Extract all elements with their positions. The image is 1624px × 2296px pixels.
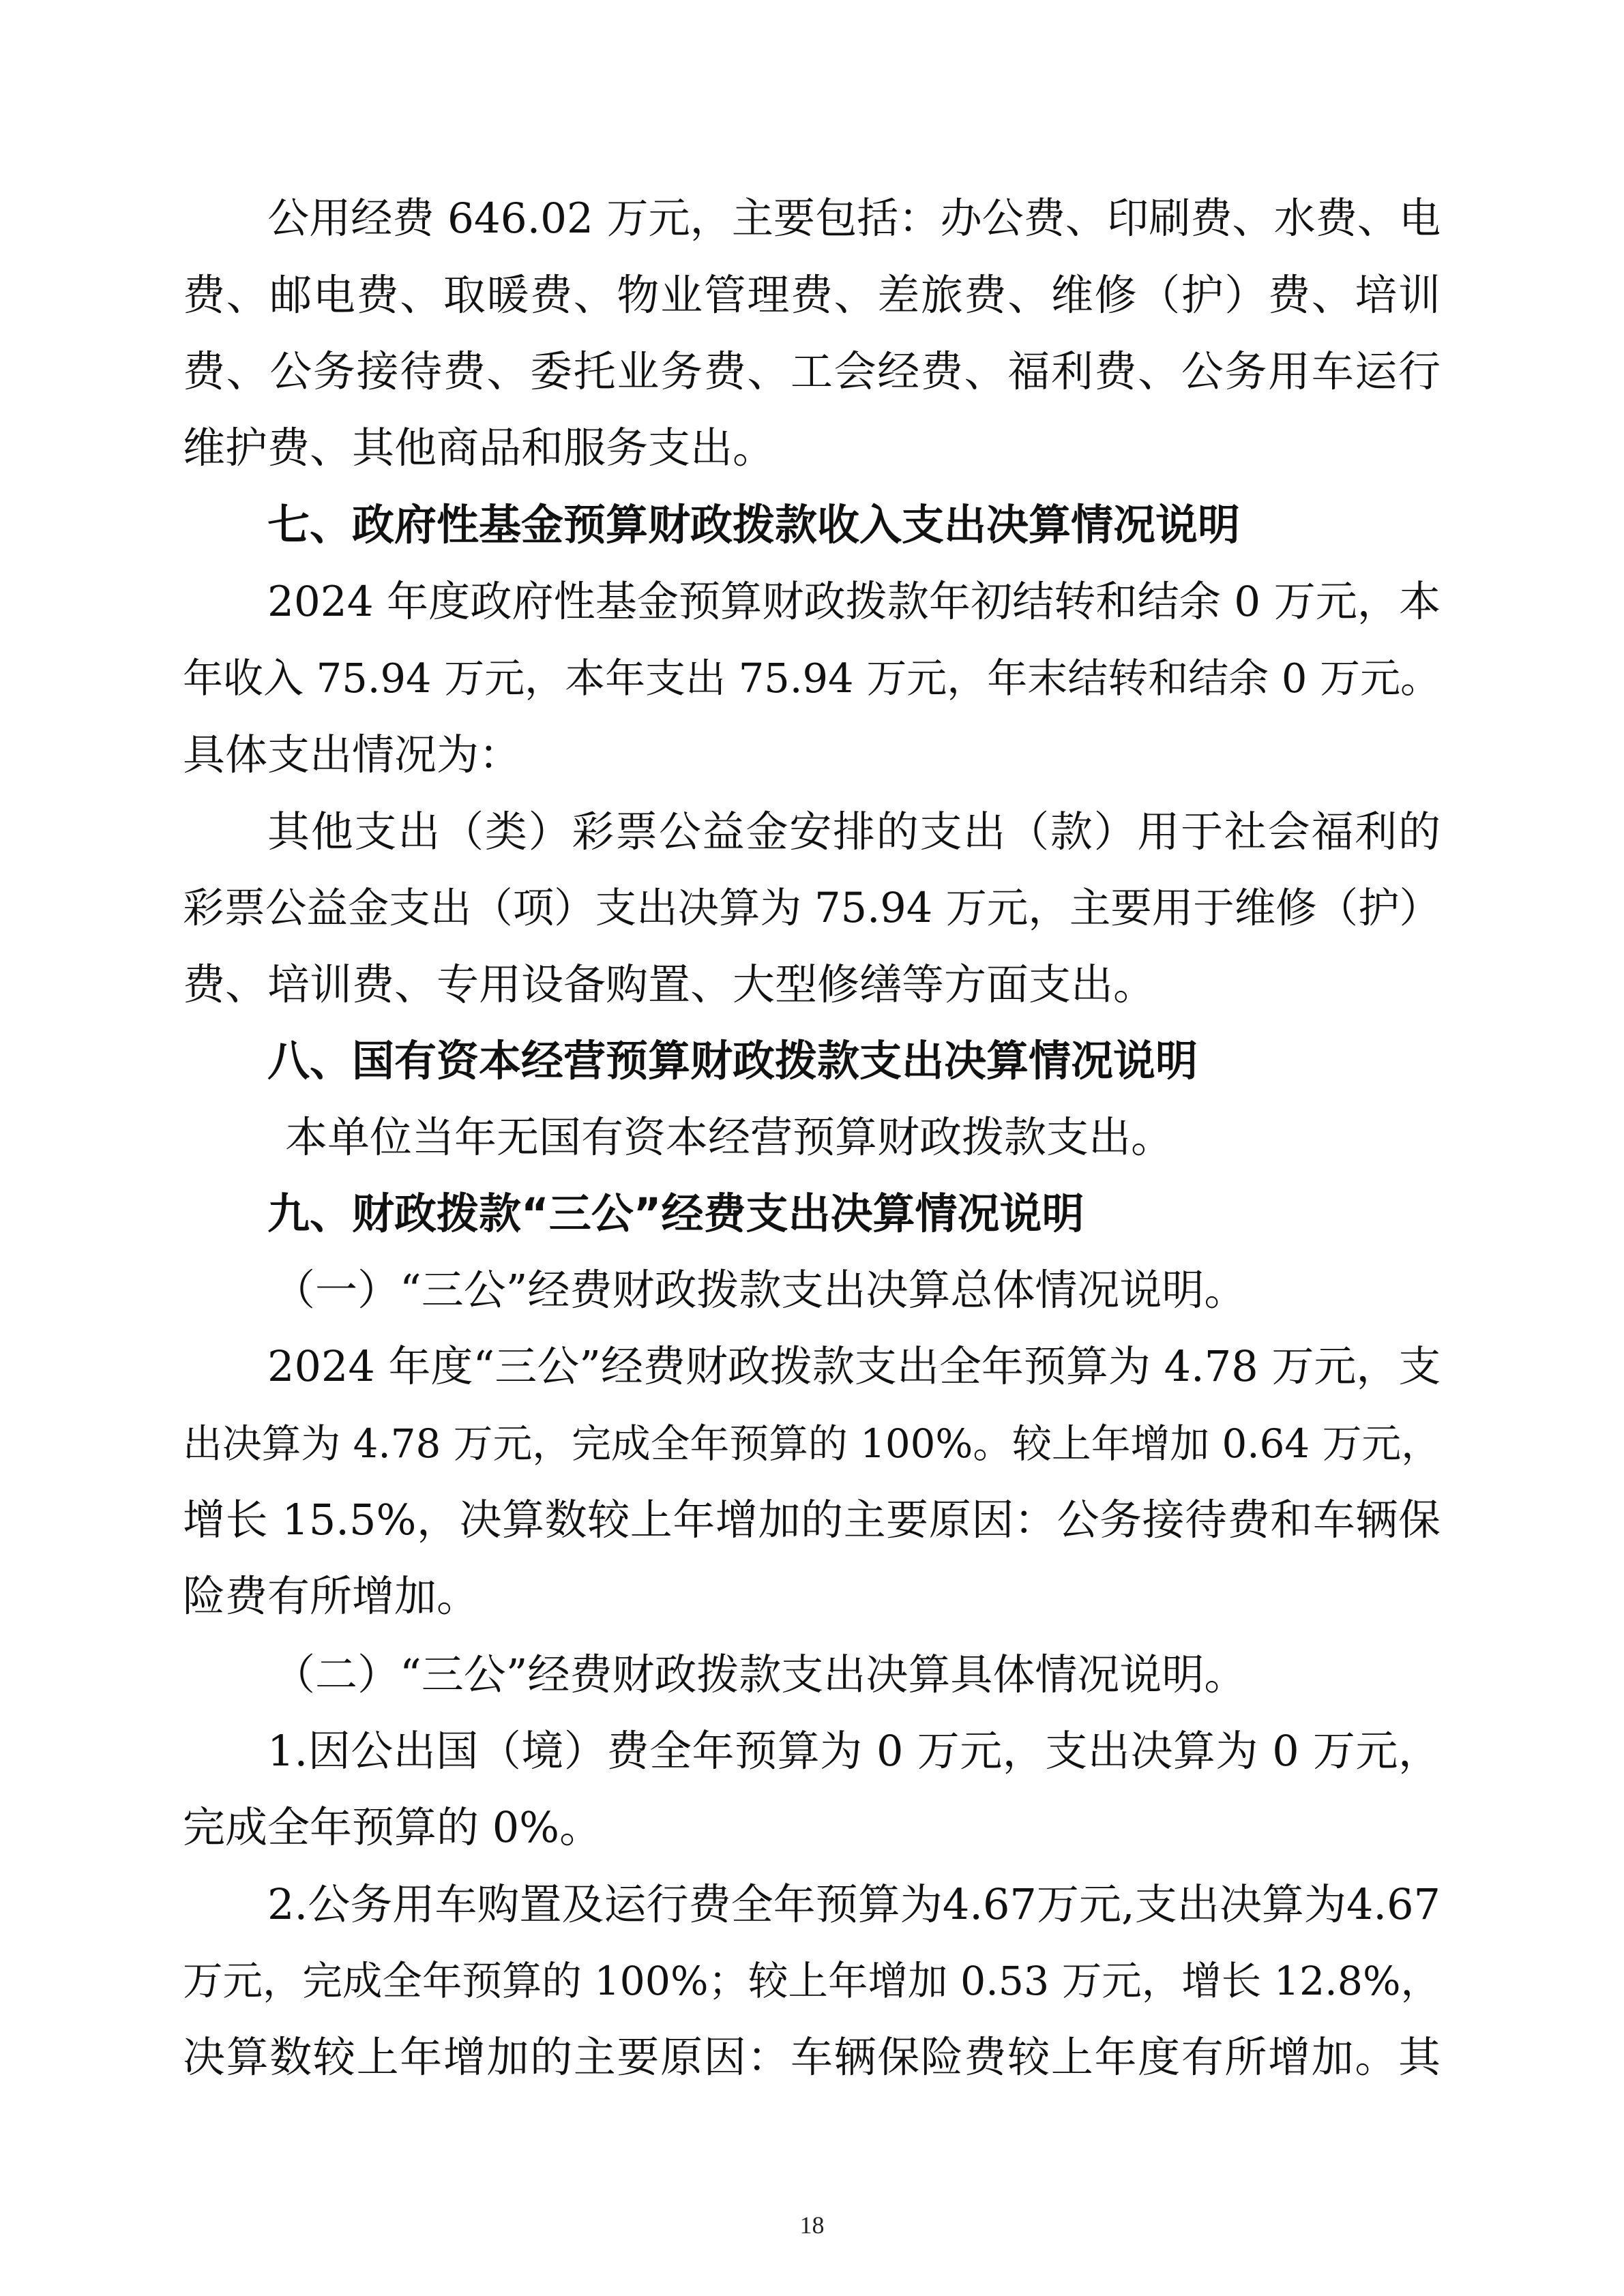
line-text: 万元，完成全年预算的 100%；较上年增加 0.53 万元，增长 12.8%， [183,1958,1441,2004]
paragraph-line [0,1789,1624,1866]
line-text: 增长 15.5%，决算数较上年增加的主要原因：公务接待费和车辆保 [183,1495,1441,1545]
line-text: 完成全年预算的 0%。 [183,1802,602,1852]
line-text: 维护费、其他商品和服务支出。 [183,423,776,473]
line-text: 险费有所增加。 [183,1571,479,1621]
line-text: 决算数较上年增加的主要原因：车辆保险费较上年度有所增加。其 [183,2032,1441,2082]
heading-text: 七、政府性基金预算财政拨款收入支出决算情况说明 [267,500,1241,550]
line-text: 2024 年度政府性基金预算财政拨款年初结转和结余 0 万元，本 [267,578,1441,626]
paragraph-line [0,1405,1624,1482]
paragraph-line [0,1328,1624,1405]
line-text: 2024 年度“三公”经费财政拨款支出全年预算为 4.78 万元，支 [267,1341,1441,1391]
paragraph-line [0,1713,1624,1789]
line-text: 公用经费 646.02 万元，主要包括：办公费、印刷费、水费、电 [267,194,1441,243]
paragraph-line [0,1482,1624,1558]
line-text: 出决算为 4.78 万元，完成全年预算的 100%。较上年增加 0.64 万元， [183,1420,1441,1467]
line-text: 具体支出情况为： [183,730,522,779]
paragraph-line [0,794,1624,870]
paragraph-line [0,2019,1624,2096]
paragraph-line [0,1866,1624,1943]
heading-text: 八、国有资本经营预算财政拨款支出决算情况说明 [267,1036,1198,1086]
line-text: 费、邮电费、取暖费、物业管理费、差旅费、维修（护）费、培训 [183,270,1441,320]
paragraph-line [0,870,1624,946]
subheading-text: （二）“三公”经费财政拨款支出决算具体情况说明。 [273,1650,1247,1699]
line-text: 其他支出（类）彩票公益金安排的支出（款）用于社会福利的 [267,807,1441,856]
line-text: 彩票公益金支出（项）支出决算为 75.94 万元，主要用于维修（护） [183,884,1441,932]
line-text: 年收入 75.94 万元，本年支出 75.94 万元，年末结转和结余 0 万元。 [183,655,1441,702]
paragraph-line [0,1943,1624,2019]
paragraph-line [0,410,1624,486]
page-number: 18 [799,2211,825,2239]
line-text: 1.因公出国（境）费全年预算为 0 万元，支出决算为 0 万元， [267,1726,1441,1776]
subsection-heading [0,1252,1624,1328]
subheading-text: （一）“三公”经费财政拨款支出决算总体情况说明。 [273,1265,1247,1315]
line-text: 2.公务用车购置及运行费全年预算为4.67万元,支出决算为4.67 [267,1879,1441,1929]
paragraph-line [0,257,1624,333]
paragraph-line [0,333,1624,410]
section-heading-8 [0,1023,1624,1099]
heading-text: 九、财政拨款“三公”经费支出决算情况说明 [267,1189,1084,1238]
line-text: 本单位当年无国有资本经营预算财政拨款支出。 [285,1112,1174,1162]
line-text: 费、培训费、专用设备购置、大型修缮等方面支出。 [183,959,1156,1009]
paragraph-line [0,640,1624,717]
paragraph-line [0,181,1624,257]
paragraph-line [0,1558,1624,1635]
line-text: 费、公务接待费、委托业务费、工会经费、福利费、公务用车运行 [183,346,1441,396]
paragraph-line [0,564,1624,640]
paragraph-line [0,717,1624,793]
section-heading-7 [0,487,1624,563]
subsection-heading [0,1637,1624,1713]
section-heading-9 [0,1176,1624,1252]
paragraph-line [0,1099,1624,1176]
paragraph-line [0,946,1624,1023]
